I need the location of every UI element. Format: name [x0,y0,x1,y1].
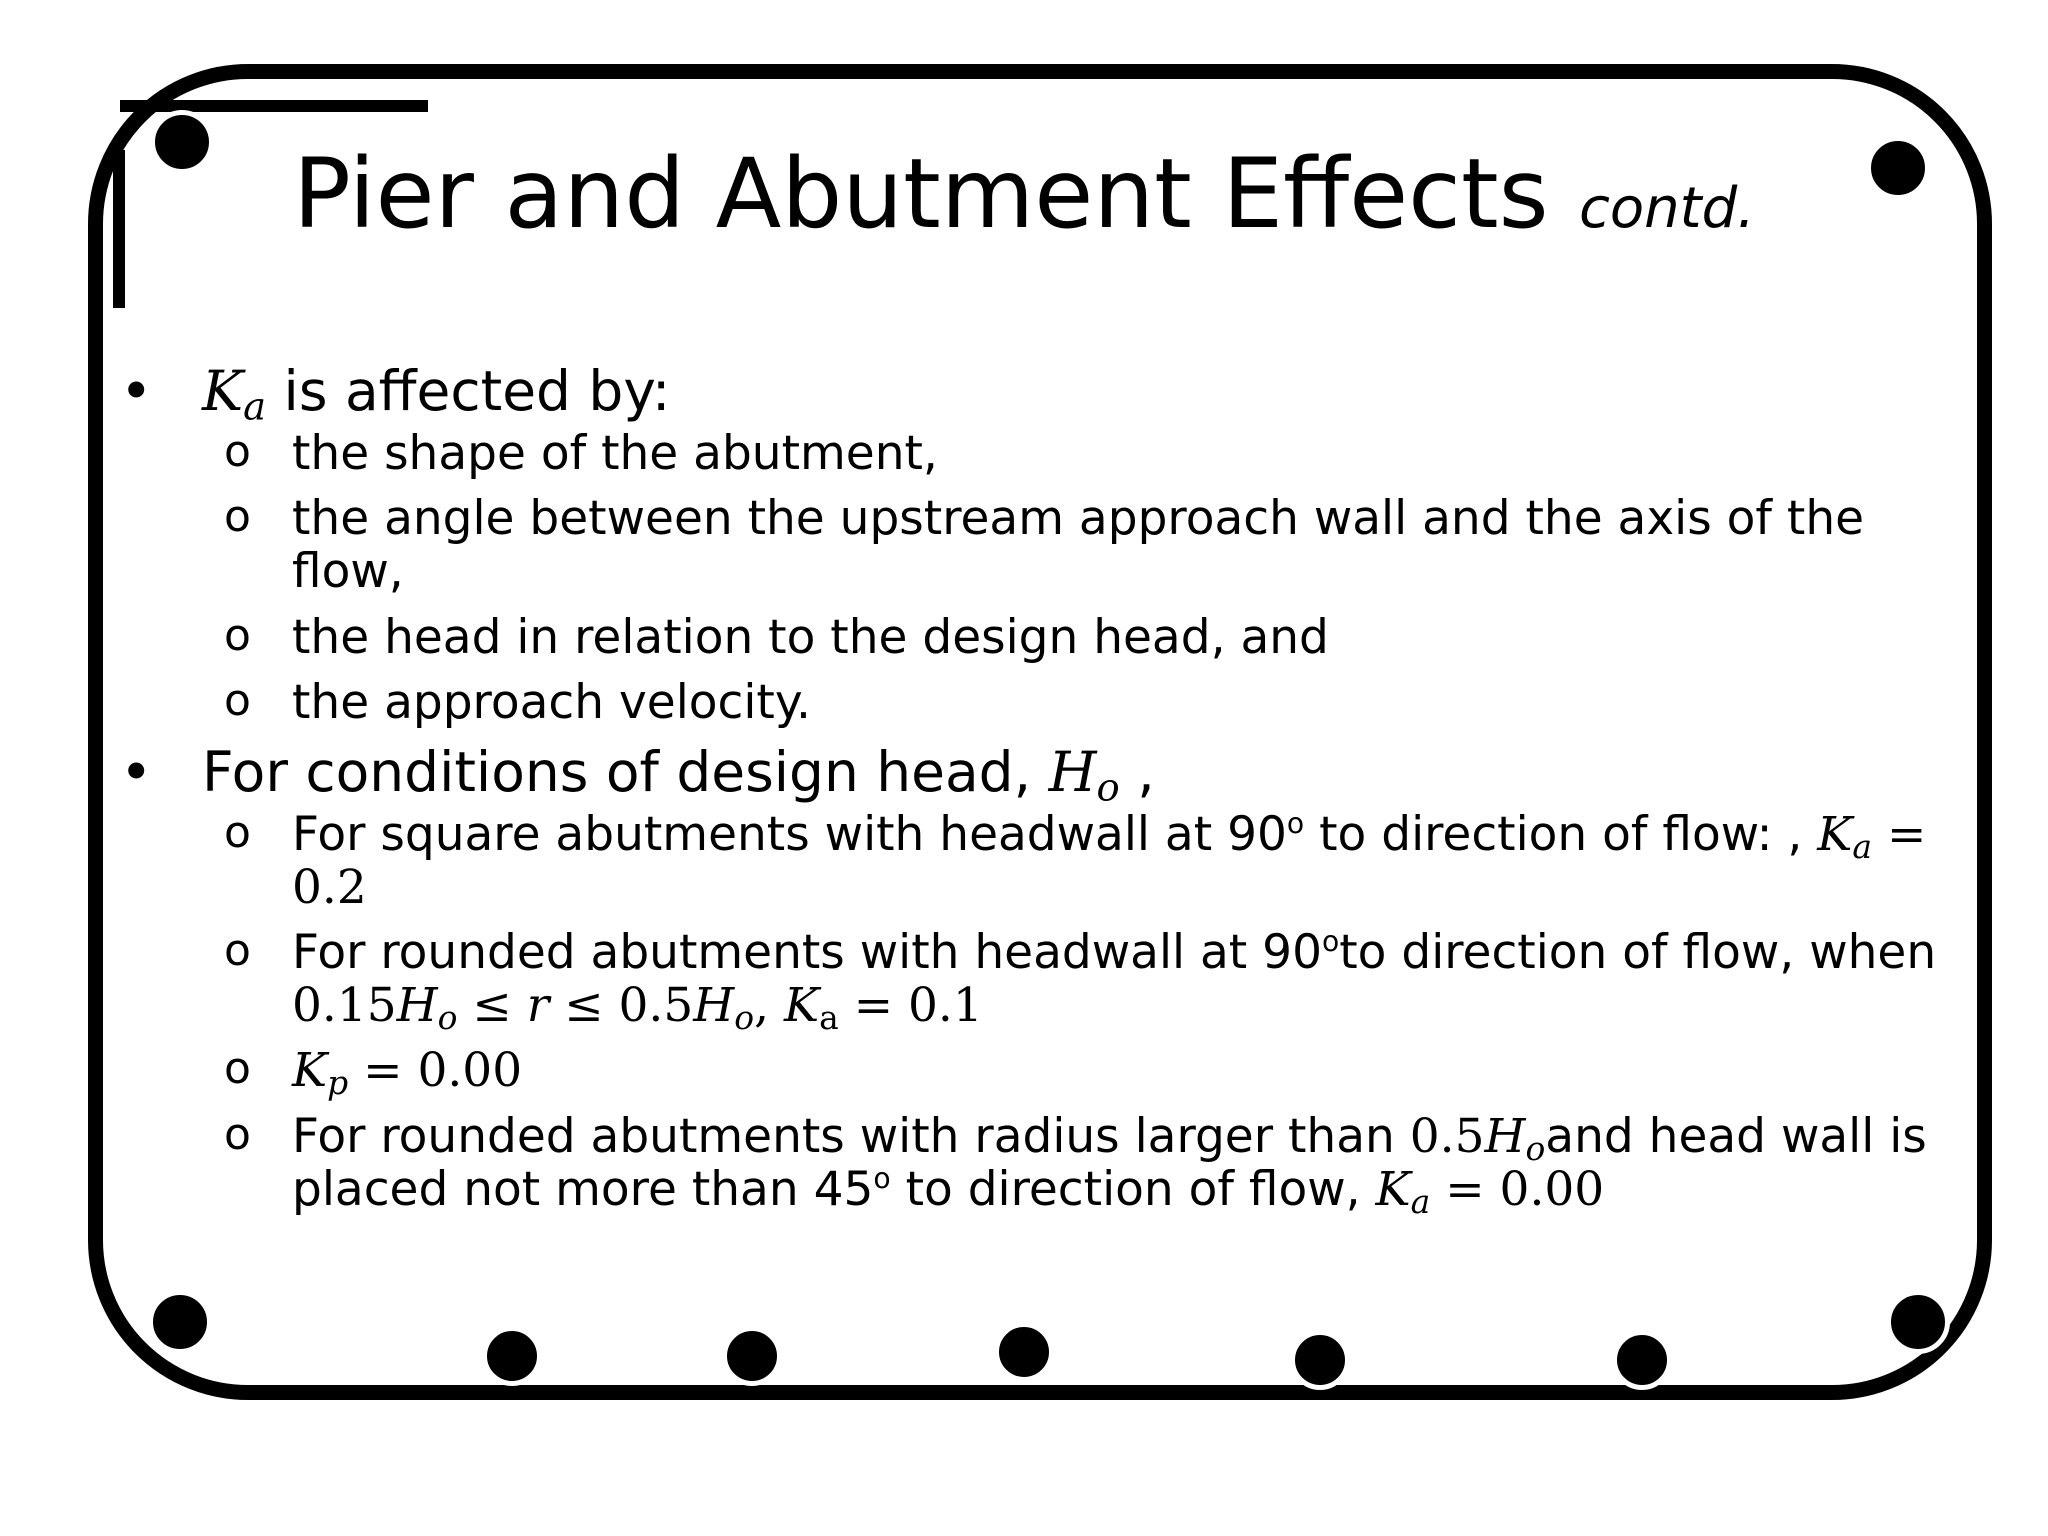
sub-item-large-radius [120,1108,1950,1221]
math-equals-value: = 0.2 [292,807,1927,916]
degree-mark: o [873,1161,891,1195]
slide-title-main: Pier and Abutment Effects [293,138,1549,250]
sub-item-square-abutments [120,808,1950,914]
math-sub-o: o [1096,765,1120,811]
sub-item-text: the angle between the upstream approach wall and the axis of the flow, [292,491,1865,600]
sub-item-text-2: and head wall is placed not more than 45 [292,1108,1927,1217]
math-k: K [784,978,820,1034]
sub-item-shape [120,427,1950,480]
math-h: H [1484,1108,1526,1164]
math-k: K [292,1043,328,1099]
frame-dot-bottom-left [148,1290,212,1354]
math-le-1: ≤ [472,978,512,1034]
math-sub-o: o [1525,1128,1546,1168]
sub-bullet-marker: o [224,1108,251,1160]
slide-title-suffix: contd. [1579,176,1755,241]
math-h-1: H [396,978,438,1034]
frame-dot-bottom-4 [1290,1330,1350,1390]
math-sub-p: p [327,1063,349,1103]
frame-dot-bottom-3 [994,1322,1054,1382]
frame-dot-bottom-right [1886,1290,1950,1354]
frame-dot-bottom-2 [722,1326,782,1386]
bullet-marker: • [120,359,153,423]
math-equals-value: = 0.00 [1445,1161,1605,1217]
bullet-ka-affected [120,359,1950,430]
sub-item-text-2: to direction of flow, when [1339,925,1937,981]
sub-item-text: the approach velocity. [292,674,811,730]
bullet-text: is affected by: [283,359,671,423]
math-k: K [1817,807,1853,863]
corner-horizontal-line [120,100,428,112]
math-h: H [1048,739,1097,804]
slide-title [0,138,2048,250]
sub-item-text: For rounded abutments with headwall at 90 [292,925,1322,981]
math-h-2: H [693,978,735,1034]
math-k: K [202,359,244,423]
math-r: r [526,978,550,1034]
frame-dot-bottom-1 [482,1326,542,1386]
math-equals-value: = 0.00 [363,1043,523,1099]
slide-content [120,360,1950,1228]
sub-bullet-marker: o [224,807,251,859]
math-const-2: 0.5 [618,978,694,1034]
math-sub-o-2: o [734,998,755,1038]
math-const: 0.5 [1409,1108,1485,1164]
math-equals-value: = 0.1 [853,978,983,1034]
sub-bullet-marker: o [224,426,251,478]
sub-bullet-marker: o [224,609,251,661]
math-sub-a: a [1852,827,1873,867]
math-le-2: ≤ [564,978,604,1034]
sub-item-text: For rounded abutments with radius larger than [292,1108,1395,1164]
sub-item-kp [120,1043,1950,1103]
sub-bullet-marker: o [224,925,251,977]
sub-bullet-marker: o [224,1043,251,1095]
sub-item-text: the head in relation to the design head, and [292,609,1329,665]
degree-mark: o [1286,807,1305,841]
sub-bullet-marker: o [224,674,251,726]
bullet-text: For conditions of design head, [202,739,1032,804]
degree-mark: o [1321,925,1340,959]
sub-item-angle [120,492,1950,598]
sub-item-text: For square abutments with headwall at 90 [292,807,1287,863]
math-const-1: 0.15 [292,978,397,1034]
math-comma: , [754,978,770,1034]
bullet-design-head [120,739,1950,811]
math-k: K [1375,1161,1411,1217]
math-sub-a: a [243,384,267,430]
sub-bullet-marker: o [224,491,251,543]
sub-item-head [120,611,1950,664]
frame-dot-bottom-5 [1612,1330,1672,1390]
sub-item-velocity [120,676,1950,729]
sub-item-text: the shape of the abutment, [292,426,938,482]
sub-item-text-3: to direction of flow, [905,1161,1361,1217]
math-sub-a: a [1410,1181,1431,1221]
sub-item-rounded-abutments [120,925,1950,1038]
math-sub-a: a [819,998,839,1038]
bullet-marker: • [120,739,153,804]
math-sub-o-1: o [437,998,458,1038]
trailing-comma: , [1137,739,1155,804]
sub-item-text-2: to direction of flow: , [1319,807,1803,863]
